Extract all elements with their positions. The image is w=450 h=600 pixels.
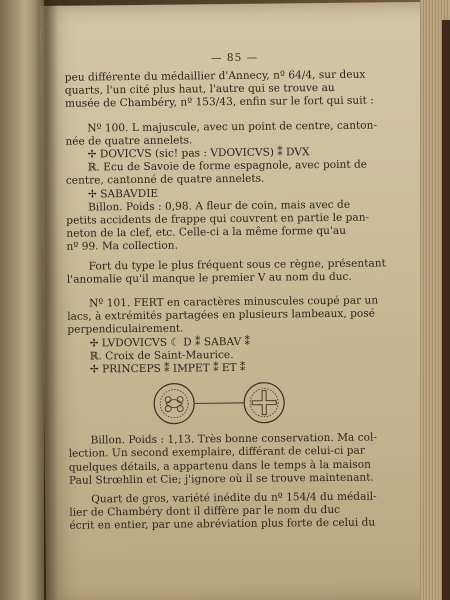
book-gutter-shadow <box>34 0 58 600</box>
entry-100-reverse-line: ℝ. Ecu de Savoie de forme espagnole, avec point de <box>87 158 368 174</box>
entry-101-obverse-legend: ✢ LVDOVICVS ☾ D ⁑ SABAV ⁑ <box>89 335 250 350</box>
entry-100-note: Fort du type le plus fréquent sous ce règne, présentant <box>88 257 386 273</box>
entry-101-reverse: ℝ. Croix de Saint-Maurice. <box>89 348 234 363</box>
entry-101-line: perpendiculairement. <box>67 322 184 337</box>
entry-100-description: petits accidents de frappe qui couvrent en partie le pan- <box>66 211 370 227</box>
entry-100-obverse-legend: ✢ DOVICVS (sic! pas : VDOVICVS) ⁑ DVX <box>87 146 310 161</box>
entry-101-note: Quart de gros, variété inédite du nº 154/4 du médail- <box>91 490 377 506</box>
intro-line: musée de Chambéry, nº 153/43, enfin sur le fort qui suit : <box>64 94 374 111</box>
book-binding <box>442 20 450 600</box>
book-page <box>40 2 436 600</box>
intro-line: peu différente du médaillier d'Annecy, nº 64/4, sur deux <box>64 68 366 84</box>
page-number: — 85 — <box>210 51 259 65</box>
entry-101-description: Paul Strœhlin et Cie; j'ignore où il se trouve maintenant. <box>68 471 374 487</box>
coin-engraving-icon <box>144 381 294 427</box>
entry-100-note: l'anomalie qu'il manque le premier V au nom du duc. <box>66 270 352 286</box>
coin-illustration <box>68 379 408 427</box>
entry-100-reverse-line: centre, cantonné de quatre annelets. <box>65 173 265 188</box>
entry-100-description: nº 99. Ma collection. <box>66 240 179 254</box>
entry-101-note: écrit en entier, par une abréviation plus forte de celui du <box>69 517 376 533</box>
entry-101-description: quelques détails, a appartenu dans le temps à la maison <box>68 458 371 474</box>
entry-101-line: lacs, à extrémités partagées en plusieurs lambeaux, posé <box>67 307 376 323</box>
entry-101-note: lier de Chambéry dont il diffère par le nom du duc <box>69 504 341 520</box>
entry-101-description: Billon. Poids : 1,13. Très bonne conservation. Ma col- <box>90 431 378 447</box>
entry-100-reverse-legend: ✢ SABAVDIE <box>87 187 159 201</box>
intro-line: quarts, l'un cité plus haut, l'autre qui se trouve au <box>64 82 335 97</box>
entry-100-description: neton de la clef, etc. Celle-ci a la même forme qu'au <box>66 225 347 240</box>
entry-100-line: Nº 100. L majuscule, avec un point de centre, canton- <box>87 119 378 135</box>
entry-101-reverse-legend: ✢ PRINCEPS ⁑ IMPET ⁑ ET ⁑ <box>89 361 246 376</box>
entry-100-line: née de quatre annelets. <box>65 134 193 148</box>
page-content <box>64 51 410 533</box>
entry-101-description: lection. Un second exemplaire, différant de celui-ci par <box>68 445 365 461</box>
entry-101-line: Nº 101. FERT en caractères minuscules coupé par un <box>89 294 379 310</box>
entry-100-description: Billon. Poids : 0,98. A fleur de coin, mais avec de <box>88 198 351 214</box>
